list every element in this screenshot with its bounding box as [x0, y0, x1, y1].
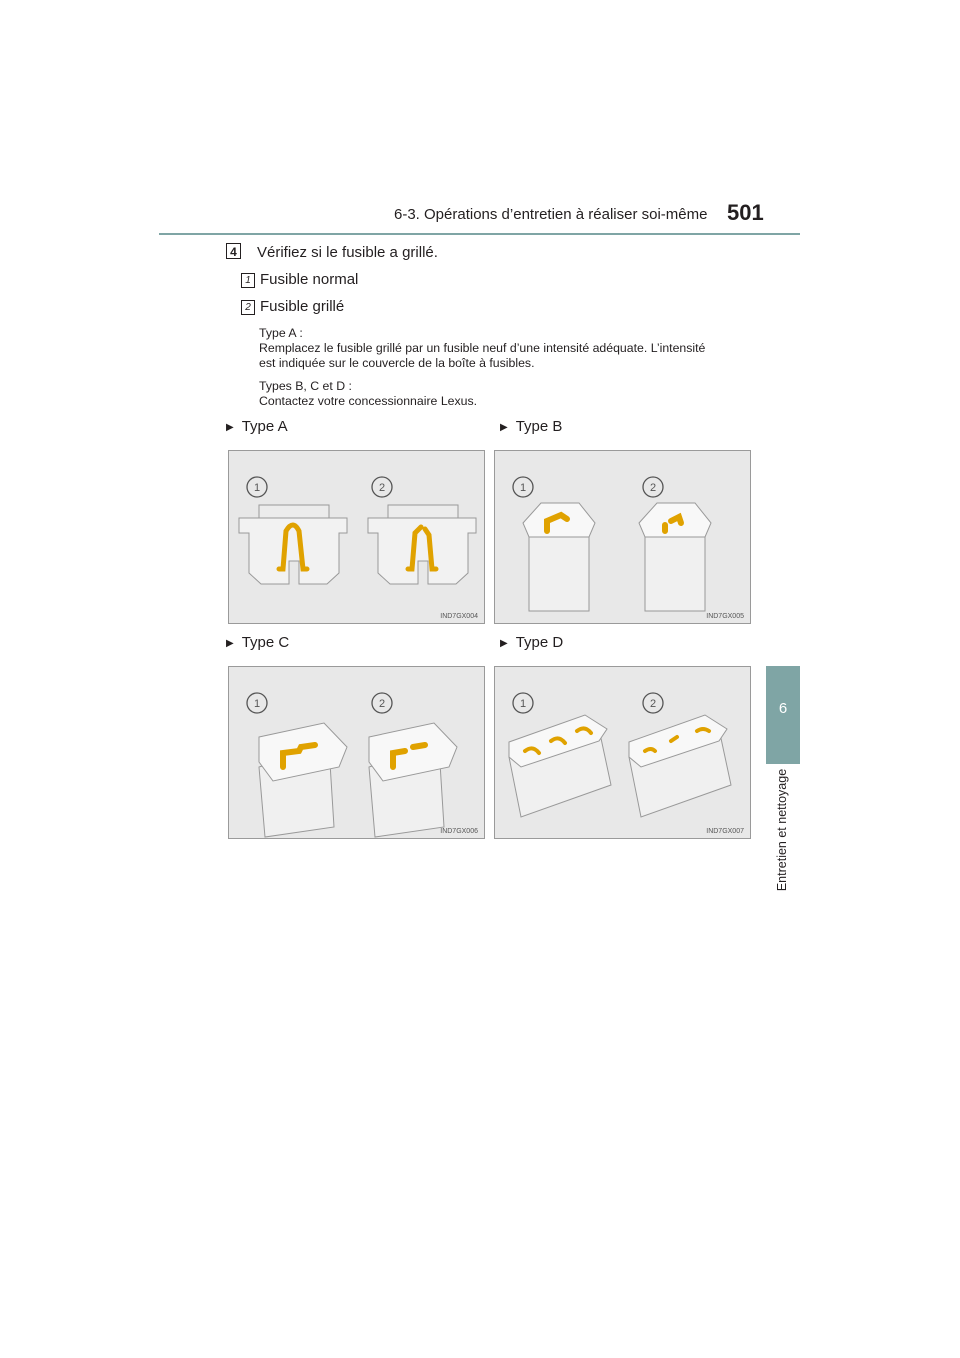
figure-code: IND7GX007: [706, 828, 744, 835]
triangle-bullet-icon: ▶: [226, 422, 234, 433]
callout-number: 1: [519, 698, 527, 710]
callout-number: 1: [519, 482, 527, 494]
step-number-badge: 4: [226, 243, 241, 259]
figure-type-c: [228, 666, 485, 839]
chapter-title: [768, 768, 796, 892]
figure-type-d: [494, 666, 751, 839]
note-body: est indiquée sur le couvercle de la boîte à fusibles.: [259, 356, 535, 370]
callout-number: 2: [649, 698, 657, 710]
fuse-illustration-type-d: [495, 667, 752, 840]
figure-label-type-a: [226, 418, 288, 435]
triangle-bullet-icon: ▶: [226, 638, 234, 649]
figure-type-a: [228, 450, 485, 624]
callout-number: 1: [253, 698, 261, 710]
callout-number: 2: [378, 482, 386, 494]
figure-label-text: Type A: [241, 418, 288, 435]
figure-label-type-c: [226, 634, 289, 651]
callout-number: 1: [253, 482, 261, 494]
chapter-number: 6: [778, 700, 788, 717]
item-number-badge: 1: [241, 273, 255, 288]
callout-number: 2: [649, 482, 657, 494]
triangle-bullet-icon: ▶: [500, 638, 508, 649]
triangle-bullet-icon: ▶: [500, 422, 508, 433]
item-label-normal: Fusible normal: [260, 271, 359, 288]
figure-type-b: [494, 450, 751, 624]
item-number-badge: 2: [241, 300, 255, 315]
fuse-illustration-type-c: [229, 667, 486, 840]
step-instruction: Vérifiez si le fusible a grillé.: [257, 244, 438, 261]
note-body: Contactez votre concessionnaire Lexus.: [259, 394, 478, 408]
figure-label-text: Type D: [515, 634, 564, 651]
note-types-bcd: [259, 379, 477, 409]
callout-number: 2: [378, 698, 386, 710]
fuse-illustration-type-b: [495, 451, 752, 625]
figure-code: IND7GX005: [706, 613, 744, 620]
page-number: 501: [727, 200, 764, 225]
chapter-title-text: Entretien et nettoyage: [775, 768, 789, 892]
note-body: Remplacez le fusible grillé par un fusible neuf d’une intensité adéquate. L’intensité: [259, 341, 706, 355]
figure-code: IND7GX004: [440, 613, 478, 620]
note-title: Types B, C et D :: [259, 379, 352, 393]
figure-label-type-d: [500, 634, 563, 651]
header-divider: [159, 233, 800, 235]
section-title: 6-3. Opérations d’entretien à réaliser soi-même: [394, 206, 708, 223]
item-label-blown: Fusible grillé: [260, 298, 345, 315]
chapter-tab: [766, 666, 800, 764]
note-type-a: [259, 326, 705, 371]
figure-label-text: Type C: [241, 634, 290, 651]
fuse-illustration-type-a: [229, 451, 486, 625]
note-title: Type A :: [259, 326, 303, 340]
figure-label-type-b: [500, 418, 562, 435]
figure-code: IND7GX006: [440, 828, 478, 835]
figure-label-text: Type B: [515, 418, 563, 435]
